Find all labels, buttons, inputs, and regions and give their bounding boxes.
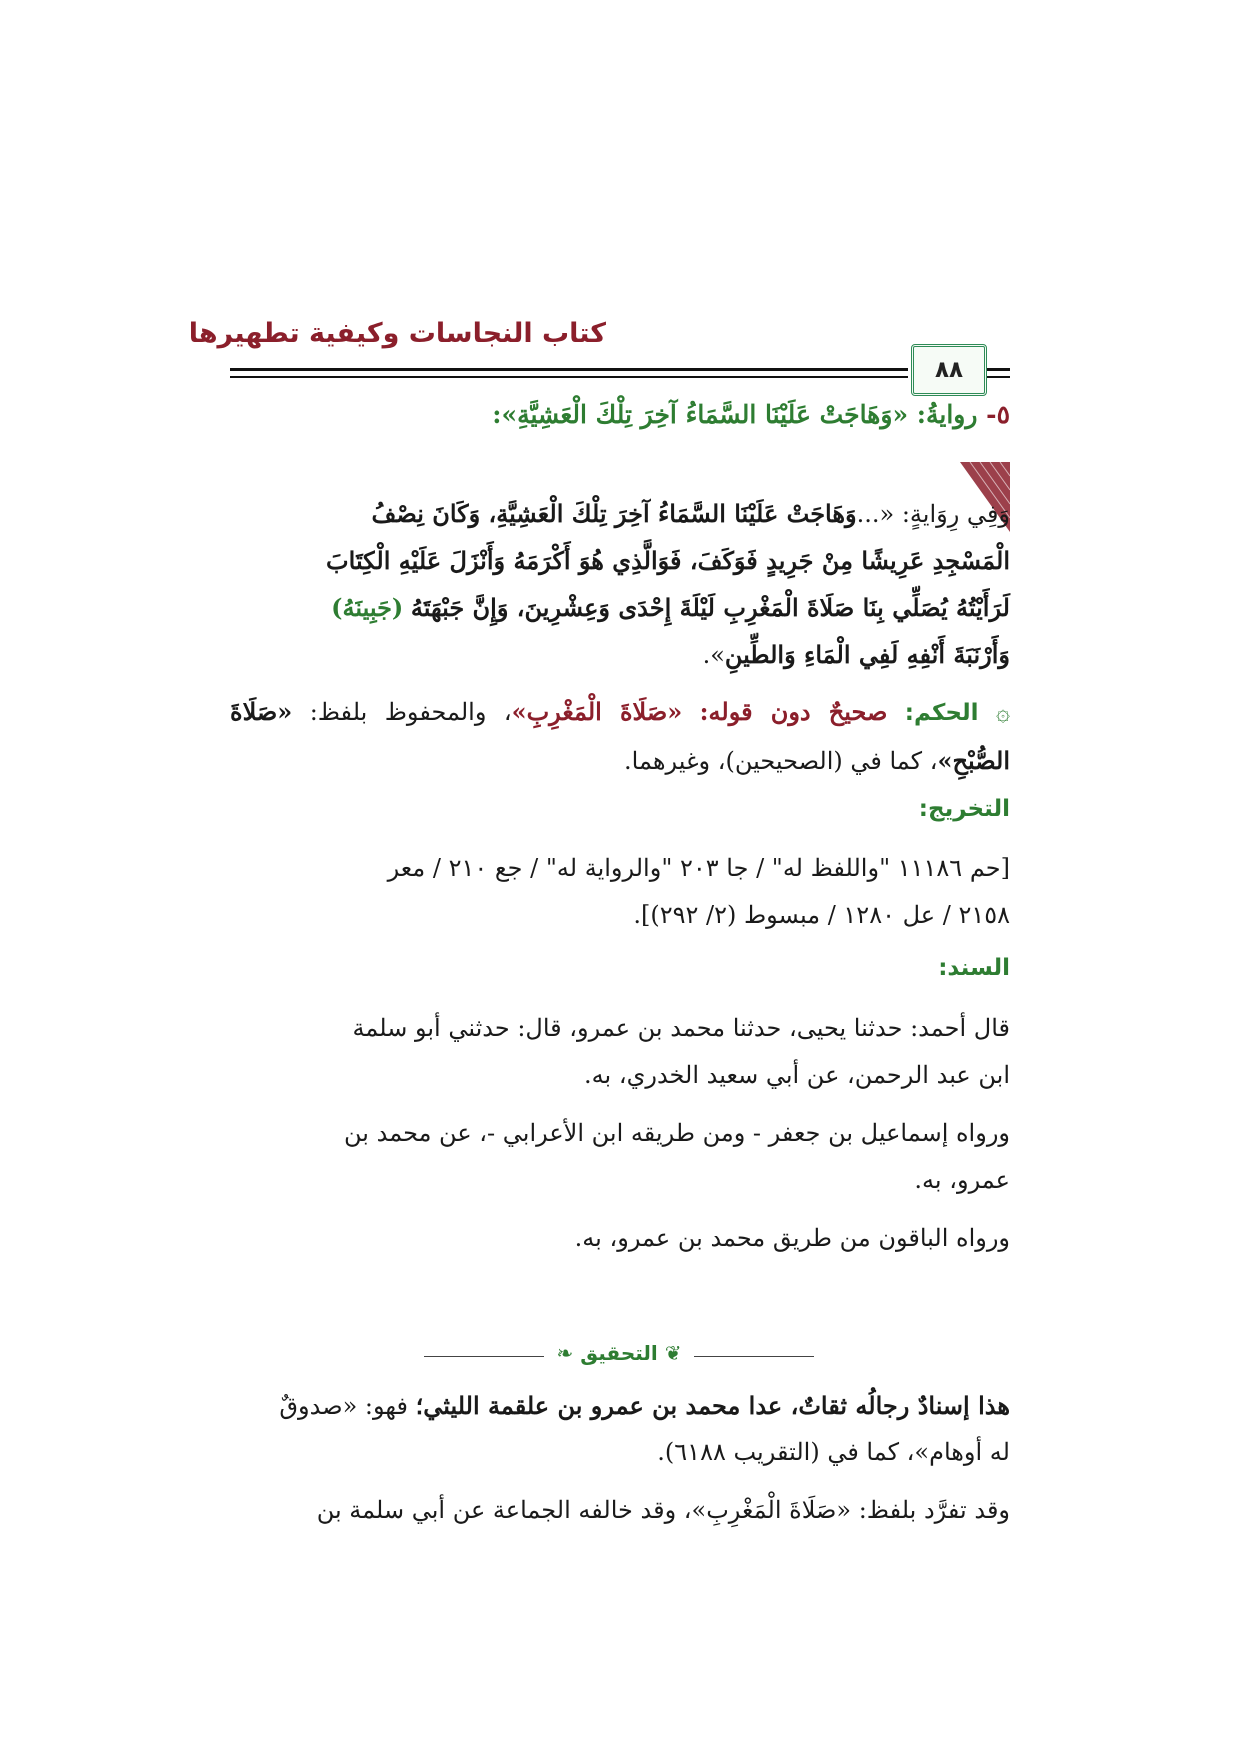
takhrij-heading: التخريج: [918, 796, 1010, 822]
tahqiq-line-3: وقد تفرَّد بلفظ: «صَلَاةَ الْمَغْرِبِ»، وقد خالفه الجماعة عن أبي سلمة بن [316, 1496, 1010, 1524]
header-rule-bottom [230, 376, 908, 378]
sanad-p2-line1: ورواه إسماعيل بن جعفر - ومن طريقه ابن الأعرابي -، عن محمد بن [344, 1119, 1010, 1147]
header-rule-top [230, 368, 908, 371]
header-rule-right-bottom [986, 376, 1010, 378]
book-title: كتاب النجاسات وكيفية تطهيرها [188, 318, 606, 349]
tahqiq-divider [424, 1341, 814, 1371]
narration-text-1: وَهَاجَتْ عَلَيْنَا السَّمَاءُ آخِرَ تِلْكَ الْعَشِيَّةِ، وَكَانَ نِصْفُ [371, 499, 857, 528]
header-rule-right-top [986, 368, 1010, 371]
ruling-label: الحكم: [904, 700, 979, 726]
ruling-quote-2: «صَلَاةَ الصُّبْحِ» [230, 697, 1010, 775]
narration-intro: وَفِي رِوَايةٍ: «... [856, 500, 1010, 528]
ruling-symbol-icon: ۞ [995, 698, 1010, 726]
takhrij-line-2: ٢١٥٨ / عل ١٢٨٠ / مبسوط (٢/ ٢٩٢)]. [633, 901, 1010, 929]
ruling-verdict: صحيحٌ دون قوله: [699, 697, 888, 726]
section-title-text: روايةُ: «وَهَاجَتْ عَلَيْنَا السَّمَاءُ آخِرَ تِلْكَ الْعَشِيَّةِ»: [492, 400, 978, 429]
sanad-p2-line2: عمرو، به. [914, 1166, 1010, 1194]
tahqiq-heading [424, 1341, 814, 1365]
sanad-p3: ورواه الباقون من طريق محمد بن عمرو، به. [574, 1224, 1010, 1252]
section-number: ٥- [986, 400, 1010, 429]
tahqiq-line-1 [230, 1382, 1010, 1430]
ornament-icon-2: ❧ [556, 1341, 581, 1365]
takhrij-line-1: [حم ١١١٨٦ "واللفظ له" / جا ٢٠٣ "والرواية له" / جع ٢١٠ / معر [387, 854, 1010, 882]
tahqiq-rest-1: فهو: «صدوقٌ [279, 1392, 416, 1420]
sanad-p1-line2: ابن عبد الرحمن، عن أبي سعيد الخدري، به. [584, 1061, 1010, 1089]
tahqiq-line-2: له أوهام»، كما في (التقريب ٦١٨٨). [657, 1438, 1010, 1466]
narration-text-4: وَأَرْنَبَةَ أَنْفِهِ لَفِي الْمَاءِ وَالطِّينِ [724, 640, 1010, 669]
narration-end: ». [702, 641, 725, 669]
ruling-quote-1: «صَلَاةَ الْمَغْرِبِ» [511, 697, 683, 726]
tahqiq-heading-text: التحقيق [580, 1341, 658, 1365]
narration-text-3: لَرَأَيْتُهُ يُصَلِّي بِنَا صَلَاةَ الْمَغْرِبِ لَيْلَةَ إِحْدَى وَعِشْرِينَ، وَإِنَّ جَبْهَتَهُ [410, 593, 1010, 622]
narration-variant: (جَبِينَهُ) [331, 593, 404, 622]
tahqiq-bold: هذا إسنادٌ رجالُه ثقاتٌ، عدا محمد بن عمرو بن علقمة الليثي؛ [415, 1391, 1010, 1420]
ruling-tail: ، كما في (الصحيحين)، وغيرهما. [624, 747, 938, 775]
sanad-p1-line1: قال أحمد: حدثنا يحيى، حدثنا محمد بن عمرو، قال: حدثني أبو سلمة [352, 1014, 1010, 1042]
page-number: ٨٨ [934, 357, 964, 383]
page-number-badge [911, 344, 987, 396]
narration-line-4 [230, 631, 1010, 679]
section-title [230, 400, 1010, 429]
narration-line-1 [230, 490, 1010, 538]
ruling-mid: ، والمحفوظ بلفظ: [292, 698, 512, 726]
sanad-heading: السند: [938, 955, 1010, 981]
ornament-icon: ❦ [657, 1341, 682, 1365]
ruling-line-1 [230, 688, 1010, 785]
narration-line-3 [230, 584, 1010, 632]
narration-line-2: الْمَسْجِدِ عَرِيشًا مِنْ جَرِيدٍ فَوَكَفَ، فَوَالَّذِي هُوَ أَكْرَمَهُ وَأَنْزَلَ عَلَيْهِ الْكِتَابَ [326, 546, 1010, 575]
